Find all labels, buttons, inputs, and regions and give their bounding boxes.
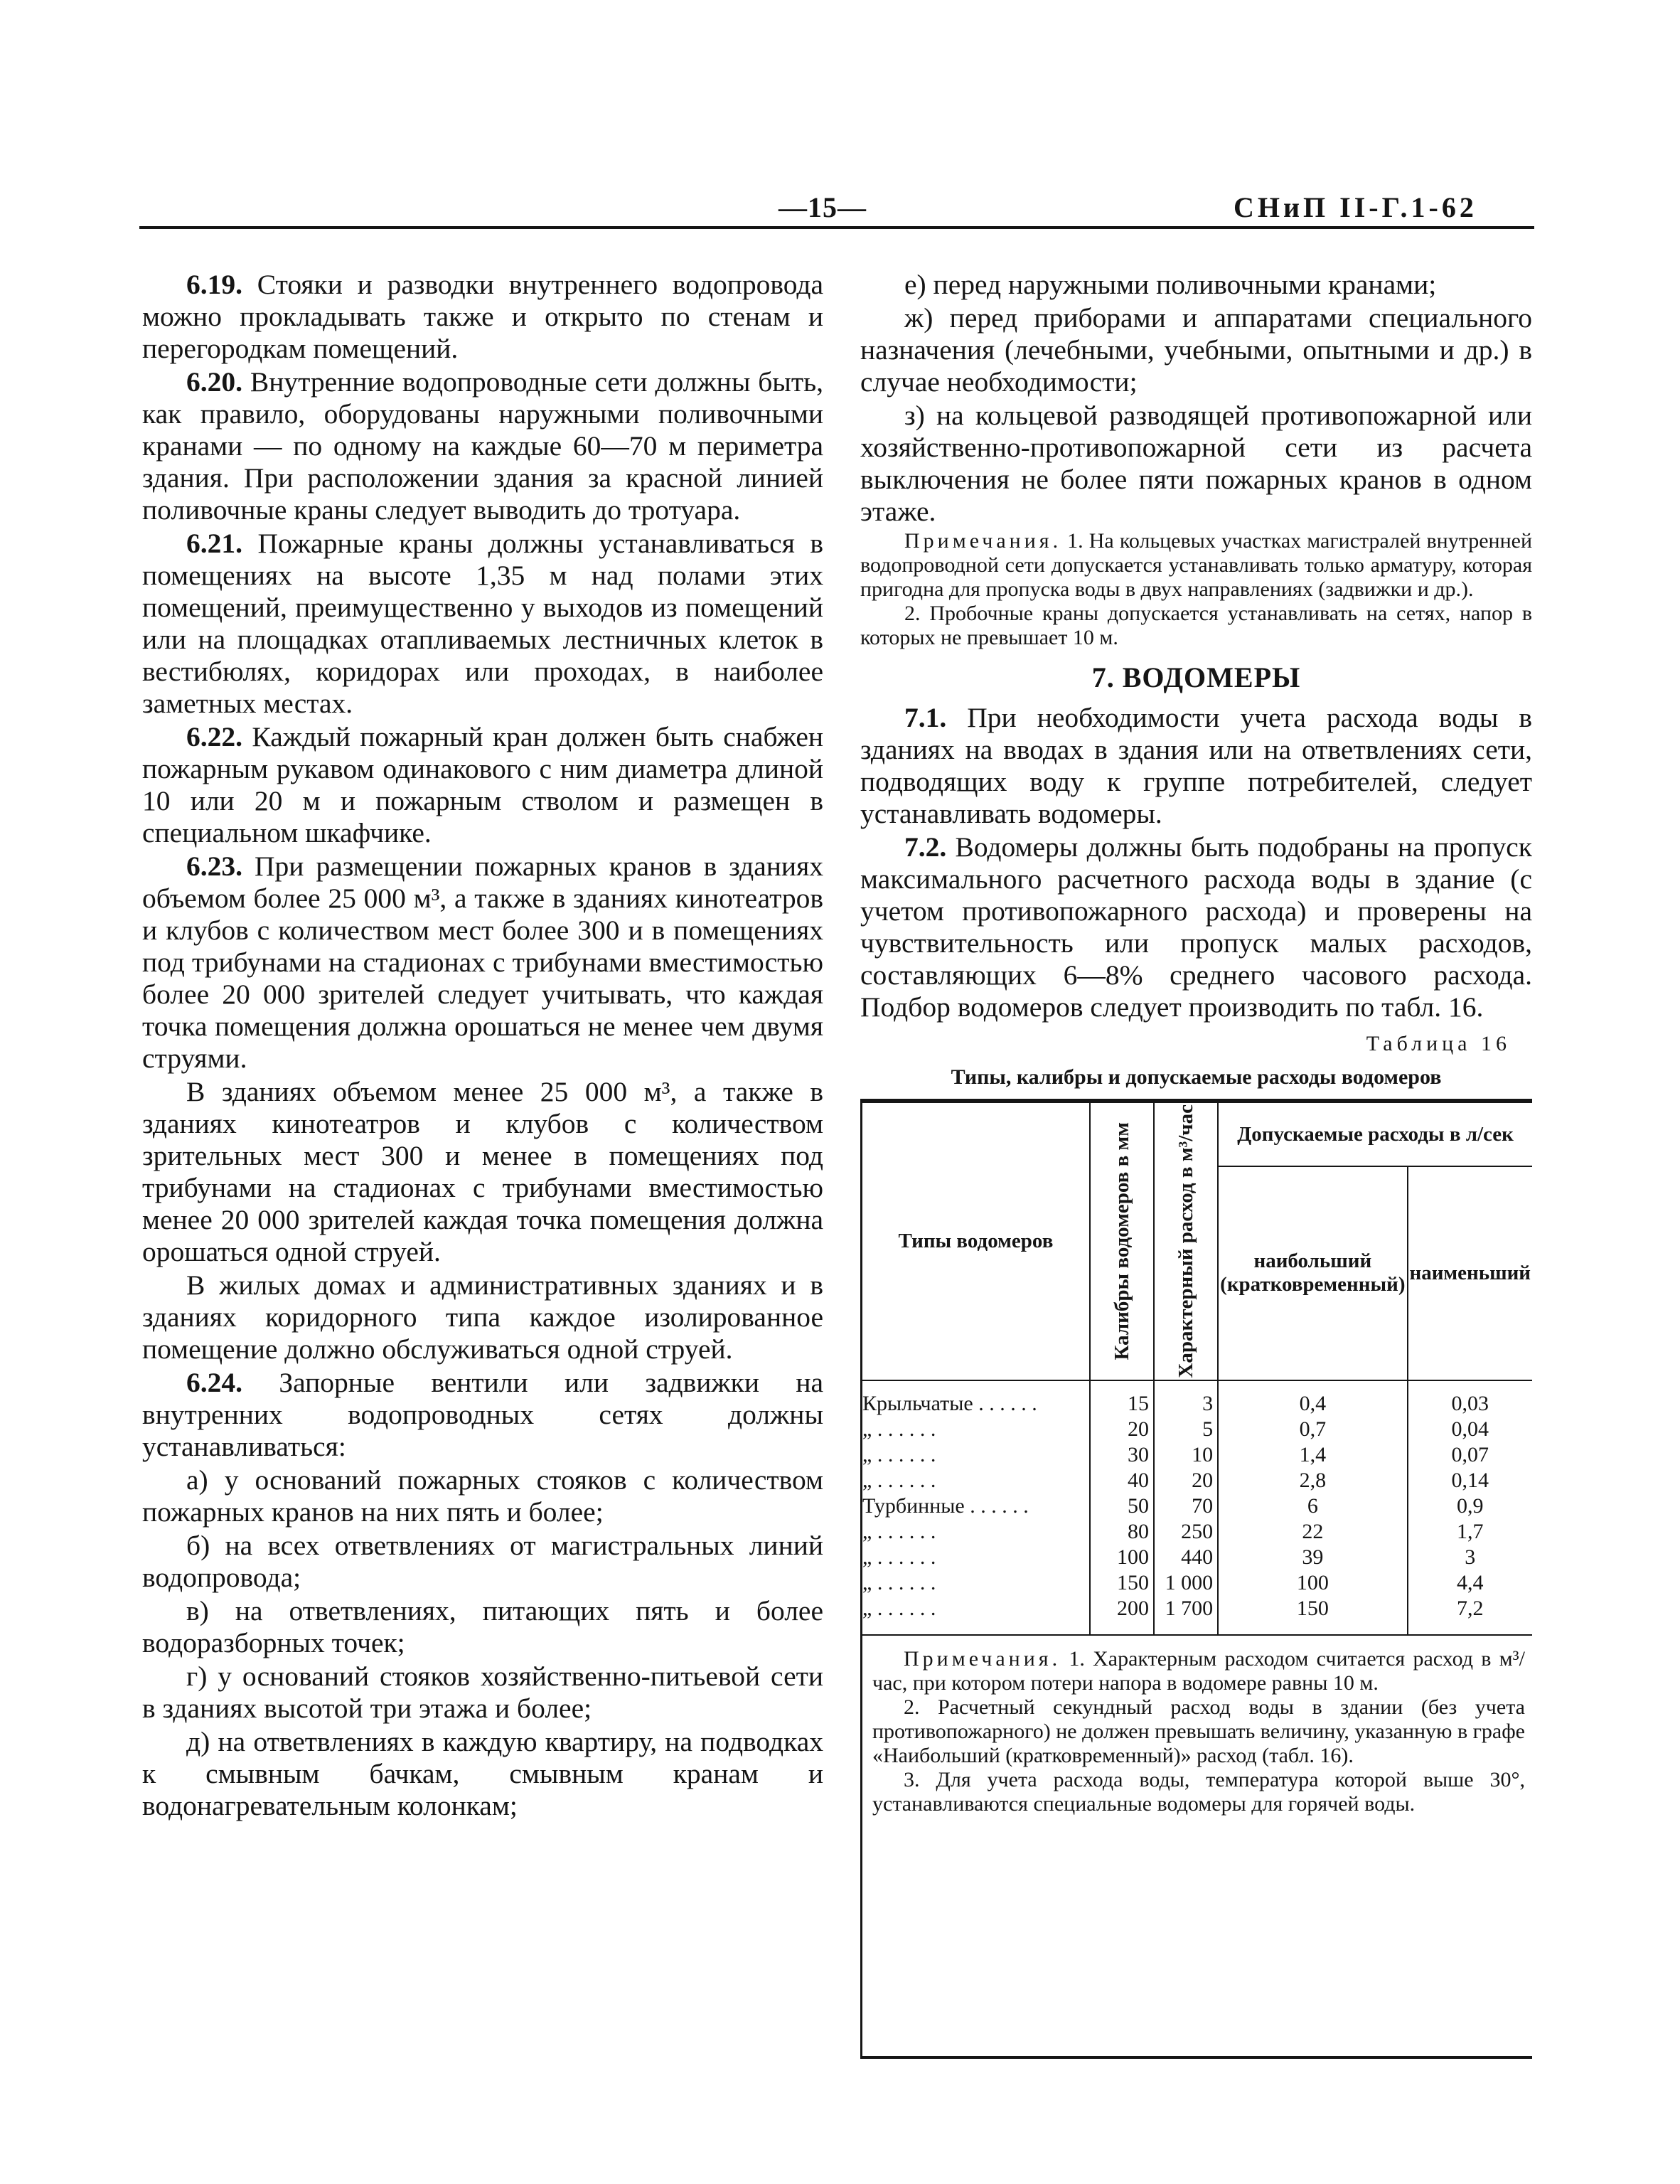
notes-section-6: [860, 529, 1532, 650]
cell-type: „ . . . . . .: [862, 1519, 1090, 1545]
paragraph-7-1: 7.1. При необходимости учета расхода воды в зданиях на вводах в здания или на ответвлениях сети, подводящих воду к группе потребителей, следует устанавливать водомеры.: [860, 702, 1532, 829]
cell-caliber: 50: [1090, 1493, 1154, 1519]
paragraph-6-20: 6.20. Внутренние водопроводные сети должны быть, как правило, оборудованы наружными поливочными кранами — по одному на каждые 60—70 м периметра здания. При расположении здания за красной линией поливочные краны следует выводить до тротуара.: [142, 366, 823, 526]
cell-min: 4,4: [1408, 1570, 1533, 1596]
cell-min: 0,04: [1408, 1417, 1533, 1442]
paragraph-6-23-c: В жилых домах и административных зданиях и в зданиях коридорного типа каждое изолированное помещение должно обслуживаться одной струей.: [142, 1269, 823, 1365]
cell-max: 6: [1218, 1493, 1407, 1519]
note-1: Примечания. 1. На кольцевых участках магистралей внутренней водопроводной сети допускается устанавливать только арматуру, которая пригодна для пропуска воды в двух направлениях (задвижки и др.).: [860, 529, 1532, 601]
list-item-a: а) у оснований пожарных стояков с количеством пожарных кранов на них пять и более;: [142, 1464, 823, 1528]
document-code: СНиП II-Г.1-62: [1234, 191, 1477, 223]
table-row: [862, 1468, 1532, 1493]
cell-min: 0,03: [1408, 1380, 1533, 1417]
paragraph-6-22: 6.22. Каждый пожарный кран должен быть снабжен пожарным рукавом одинакового с ним диаметра длиной 10 или 20 м и пожарным стволом и размещен в специальном шкафчике.: [142, 721, 823, 848]
table-title: Типы, калибры и допускаемые расходы водомеров: [951, 1065, 1442, 1089]
cell-caliber: 15: [1090, 1380, 1154, 1417]
paragraph-6-19: 6.19. Стояки и разводки внутреннего водопровода можно прокладывать также и открыто по стенам и перегородкам помещений.: [142, 269, 823, 364]
table-row: [862, 1493, 1532, 1519]
cell-char-flow: 10: [1154, 1442, 1218, 1468]
cell-type: „ . . . . . .: [862, 1468, 1090, 1493]
header-char-flow: Характерный расход в м³/час: [1154, 1102, 1218, 1380]
cell-min: 0,14: [1408, 1468, 1533, 1493]
cell-type: „ . . . . . .: [862, 1545, 1090, 1570]
page-number: —15—: [779, 191, 867, 223]
table-row: [862, 1442, 1532, 1468]
cell-caliber: 40: [1090, 1468, 1154, 1493]
cell-type: „ . . . . . .: [862, 1442, 1090, 1468]
table-row: [862, 1596, 1532, 1635]
meter-table: [862, 1102, 1532, 1636]
cell-caliber: 100: [1090, 1545, 1154, 1570]
cell-caliber: 30: [1090, 1442, 1154, 1468]
list-item-e: е) перед наружными поливочными кранами;: [904, 269, 1437, 300]
cell-type: „ . . . . . .: [862, 1570, 1090, 1596]
cell-max: 39: [1218, 1545, 1407, 1570]
left-column: [142, 269, 823, 1823]
cell-min: 0,07: [1408, 1442, 1533, 1468]
table-row: [862, 1519, 1532, 1545]
cell-max: 22: [1218, 1519, 1407, 1545]
cell-char-flow: 3: [1154, 1380, 1218, 1417]
cell-caliber: 200: [1090, 1596, 1154, 1635]
list-item-v: в) на ответвлениях, питающих пять и более водоразборных точек;: [142, 1595, 823, 1658]
paragraph-6-23-b: В зданиях объемом менее 25 000 м³, а также в зданиях кинотеатров и клубов с количеством зрительных мест 300 и менее в помещениях под трибунами на стадионах с трибунами вместимостью менее 20 000 зрителей каждая точка помещения должна орошаться одной струей.: [142, 1076, 823, 1267]
right-column: [860, 269, 1532, 2059]
cell-type: „ . . . . . .: [862, 1417, 1090, 1442]
paragraph-6-24: 6.24. Запорные вентили или задвижки на внутренних водопроводных сетях должны устанавливаться:: [142, 1367, 823, 1462]
cell-max: 0,7: [1218, 1417, 1407, 1442]
list-item-d: д) на ответвлениях в каждую квартиру, на подводках к смывным бачкам, смывным кранам и водонагревательным колонкам;: [142, 1726, 823, 1821]
cell-max: 100: [1218, 1570, 1407, 1596]
table-note-2: 2. Расчетный секундный расход воды в здании (без учета противопожарного) не должен превышать величину, указанную в графе «Наибольший (кратковременный)» расход (табл. 16).: [872, 1695, 1525, 1767]
header-type: Типы водомеров: [862, 1102, 1090, 1380]
cell-type: Крыльчатые . . . . . .: [862, 1380, 1090, 1417]
cell-char-flow: 70: [1154, 1493, 1218, 1519]
table-note-1: Примечания. 1. Характерным расходом считается расход в м³/час, при котором потери напора в водомере равны 10 м.: [872, 1646, 1525, 1695]
cell-caliber: 150: [1090, 1570, 1154, 1596]
cell-max: 2,8: [1218, 1468, 1407, 1493]
table-caption: Таблица 16: [1366, 1032, 1511, 1055]
list-item-zh: ж) перед приборами и аппаратами специального назначения (лечебными, учебными, опытными и др.) в случае необходимости;: [860, 302, 1532, 398]
header-allowed: Допускаемые расходы в л/сек: [1218, 1102, 1532, 1166]
header-min: наименьший: [1408, 1166, 1533, 1380]
list-item-z: з) на кольцевой разводящей противопожарной или хозяйственно-противопожарной сети из расчета выключения не более пяти пожарных кранов в одном этаже.: [860, 400, 1532, 527]
table-16: [860, 1099, 1532, 2059]
paragraph-6-21: 6.21. Пожарные краны должны устанавливаться в помещениях на высоте 1,35 м над полами этих помещений, преимущественно у выходов из помещений или на площадках отапливаемых лестничных клеток в вестибюлях, коридорах или проходах, в наиболее заметных местах.: [142, 528, 823, 719]
header-caliber: Калибры водомеров в мм: [1090, 1102, 1154, 1380]
table-note-3: 3. Для учета расхода воды, температура которой выше 30°, устанавливаются специальные водомеры для горячей воды.: [872, 1767, 1525, 1816]
table-row: [862, 1417, 1532, 1442]
cell-char-flow: 20: [1154, 1468, 1218, 1493]
table-row: [862, 1570, 1532, 1596]
note-2: 2. Пробочные краны допускается устанавливать на сетях, напор в которых не превышает 10 м.: [860, 602, 1532, 649]
cell-min: 3: [1408, 1545, 1533, 1570]
header-rule: [139, 226, 1534, 229]
cell-char-flow: 440: [1154, 1545, 1218, 1570]
cell-caliber: 80: [1090, 1519, 1154, 1545]
table-row: [862, 1380, 1532, 1417]
cell-max: 0,4: [1218, 1380, 1407, 1417]
table-notes: [862, 1636, 1532, 1816]
cell-min: 0,9: [1408, 1493, 1533, 1519]
cell-char-flow: 1 700: [1154, 1596, 1218, 1635]
cell-min: 7,2: [1408, 1596, 1533, 1635]
header-max: наибольший (кратковременный): [1218, 1166, 1407, 1380]
cell-char-flow: 1 000: [1154, 1570, 1218, 1596]
paragraph-6-23: 6.23. При размещении пожарных кранов в зданиях объемом более 25 000 м³, а также в зданиях кинотеатров и клубов с количеством мест более 300 и в помещениях под трибунами на стадионах с трибунами вместимостью более 20 000 зрителей следует учитывать, что каждая точка помещения должна орошаться не менее чем двумя струями.: [142, 851, 823, 1074]
list-item-b: б) на всех ответвлениях от магистральных линий водопровода;: [142, 1530, 823, 1593]
cell-max: 1,4: [1218, 1442, 1407, 1468]
cell-char-flow: 250: [1154, 1519, 1218, 1545]
paragraph-7-2: 7.2. Водомеры должны быть подобраны на пропуск максимального расчетного расхода воды в здание (с учетом противопожарного расхода) и проверены на чувствительность или пропуск малых расходов, составляющих 6—8% среднего часового расхода. Подбор водомеров следует производить по табл. 16.: [860, 831, 1532, 1023]
cell-max: 150: [1218, 1596, 1407, 1635]
cell-type: Турбинные . . . . . .: [862, 1493, 1090, 1519]
cell-char-flow: 5: [1154, 1417, 1218, 1442]
list-item-g: г) у оснований стояков хозяйственно-питьевой сети в зданиях высотой три этажа и более;: [142, 1661, 823, 1724]
cell-min: 1,7: [1408, 1519, 1533, 1545]
cell-caliber: 20: [1090, 1417, 1154, 1442]
cell-type: „ . . . . . .: [862, 1596, 1090, 1635]
table-row: [862, 1545, 1532, 1570]
section-title: 7. ВОДОМЕРЫ: [1091, 661, 1301, 693]
